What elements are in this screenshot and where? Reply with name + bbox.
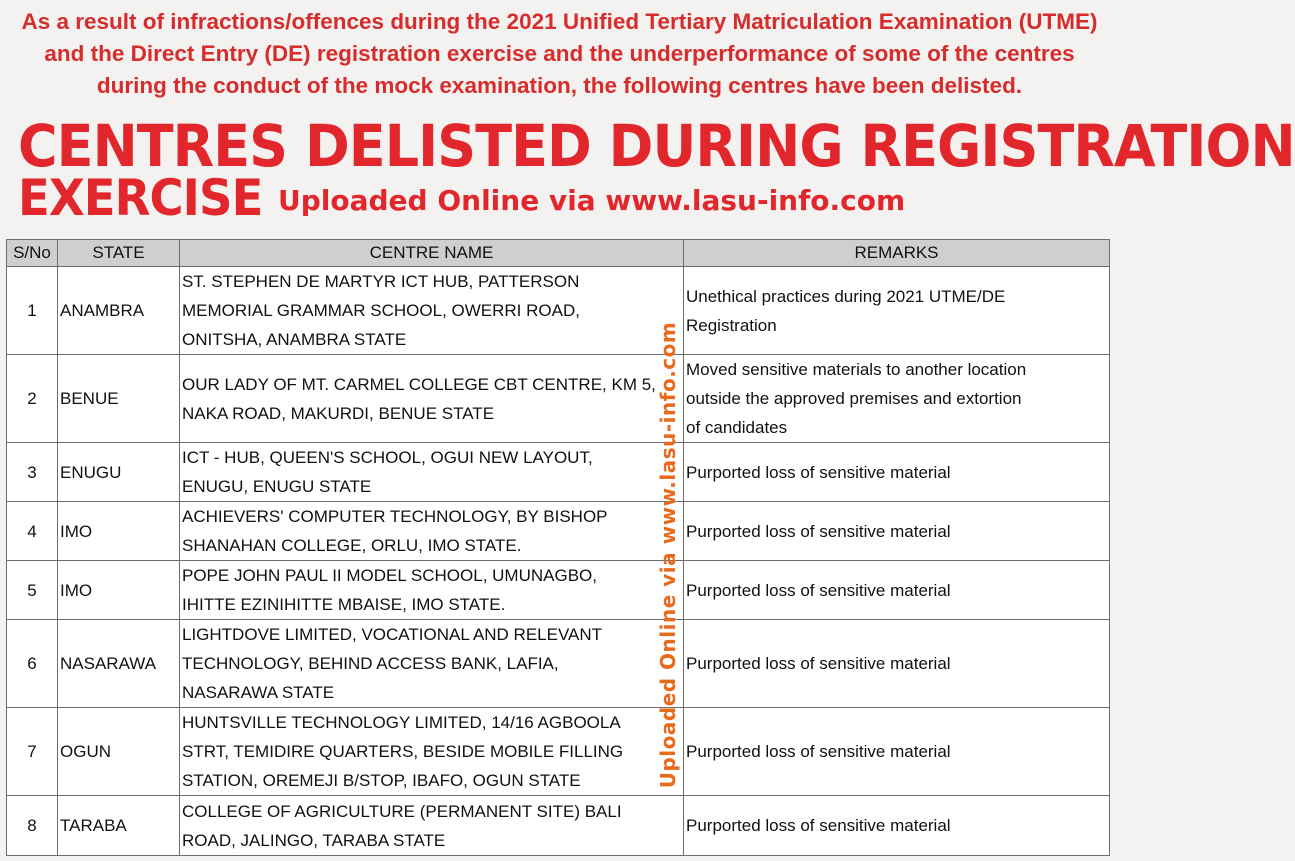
row-sno: 8: [7, 796, 58, 856]
row-remarks: [684, 796, 1110, 856]
row-remarks: [684, 355, 1110, 443]
row-state: IMO: [58, 502, 180, 561]
row-state: NASARAWA: [58, 620, 180, 708]
row-remarks: [684, 267, 1110, 355]
row-remarks: [684, 620, 1110, 708]
row-centre-name: [180, 620, 684, 708]
row-state: OGUN: [58, 708, 180, 796]
watermark-text: Uploaded Online via www.lasu-info.com: [656, 321, 680, 789]
remark-line: Purported loss of sensitive material: [686, 742, 951, 761]
row-sno: 6: [7, 620, 58, 708]
centre-line: NASARAWA STATE: [182, 683, 335, 702]
centre-line: LIGHTDOVE LIMITED, VOCATIONAL AND RELEVANT: [182, 625, 603, 644]
row-state: IMO: [58, 561, 180, 620]
row-state: ENUGU: [58, 443, 180, 502]
centre-line: ICT - HUB, QUEEN'S SCHOOL, OGUI NEW LAYOUT,: [182, 448, 593, 467]
centre-line: OUR LADY OF MT. CARMEL COLLEGE CBT CENTRE, KM 5,: [182, 374, 656, 394]
row-sno: 3: [7, 443, 58, 502]
remark-line: Purported loss of sensitive material: [686, 580, 951, 600]
row-centre-name: [180, 355, 684, 443]
centre-line: MEMORIAL GRAMMAR SCHOOL, OWERRI ROAD,: [182, 301, 580, 320]
row-centre-name: [180, 796, 684, 856]
centre-line: STRT, TEMIDIRE QUARTERS, BESIDE MOBILE FILLING: [182, 742, 624, 761]
row-sno: 5: [7, 561, 58, 620]
table-row: [7, 267, 1110, 355]
table-row: [7, 502, 1110, 561]
row-sno: 2: [7, 355, 58, 443]
table-row: [7, 796, 1110, 856]
row-sno: 4: [7, 502, 58, 561]
centre-line: HUNTSVILLE TECHNOLOGY LIMITED, 14/16 AGBOOLA: [182, 713, 621, 732]
row-centre-name: [180, 561, 684, 620]
intro-paragraph: [0, 6, 1119, 102]
row-state: ANAMBRA: [58, 267, 180, 355]
centre-line: ONITSHA, ANAMBRA STATE: [182, 330, 407, 349]
remark-line: Registration: [686, 315, 777, 335]
centre-line: NAKA ROAD, MAKURDI, BENUE STATE: [182, 403, 495, 423]
page-title-continued: EXERCISE: [18, 169, 263, 227]
centre-line: COLLEGE OF AGRICULTURE (PERMANENT SITE) BALI: [182, 801, 622, 821]
row-centre-name: [180, 443, 684, 502]
remark-line: of candidates: [686, 418, 788, 437]
remark-line: Purported loss of sensitive material: [686, 816, 951, 835]
table-header-row: [7, 240, 1110, 267]
table-row: [7, 561, 1110, 620]
remark-line: Purported loss of sensitive material: [686, 521, 951, 541]
table-row: [7, 443, 1110, 502]
row-state: TARABA: [58, 796, 180, 856]
centre-line: ST. STEPHEN DE MARTYR ICT HUB, PATTERSON: [182, 272, 580, 291]
row-centre-name: [180, 708, 684, 796]
row-remarks: [684, 443, 1110, 502]
centre-line: SHANAHAN COLLEGE, ORLU, IMO STATE.: [182, 536, 522, 555]
column-header-sno: S/No: [7, 240, 58, 267]
table-row: [7, 355, 1110, 443]
delisted-centres-table: [6, 239, 1110, 856]
centre-line: STATION, OREMEJI B/STOP, IBAFO, OGUN STATE: [182, 771, 581, 790]
remark-line: Moved sensitive materials to another location: [686, 360, 1027, 379]
row-sno: 1: [7, 267, 58, 355]
row-sno: 7: [7, 708, 58, 796]
table-row: [7, 708, 1110, 796]
row-centre-name: [180, 502, 684, 561]
row-state: BENUE: [58, 355, 180, 443]
column-header-state: STATE: [58, 240, 180, 267]
centre-line: IHITTE EZINIHITTE MBAISE, IMO STATE.: [182, 595, 506, 614]
centre-line: ENUGU, ENUGU STATE: [182, 477, 372, 496]
row-remarks: [684, 561, 1110, 620]
intro-line: As a result of infractions/offences during the 2021 Unified Tertiary Matriculation Examination (UTME): [21, 9, 1098, 34]
column-header-remarks: REMARKS: [684, 240, 1110, 267]
remark-line: Purported loss of sensitive material: [686, 654, 951, 673]
intro-line: and the Direct Entry (DE) registration exercise and the underperformance of some of the centres: [44, 41, 1075, 66]
centre-line: ACHIEVERS' COMPUTER TECHNOLOGY, BY BISHOP: [182, 507, 608, 526]
intro-line: during the conduct of the mock examination, the following centres have been delisted.: [96, 73, 1023, 98]
remark-line: Unethical practices during 2021 UTME/DE: [686, 286, 1006, 306]
row-remarks: [684, 708, 1110, 796]
table-row: [7, 620, 1110, 708]
page-title: CENTRES DELISTED DURING REGISTRATION: [18, 112, 1295, 180]
row-remarks: [684, 502, 1110, 561]
remark-line: Purported loss of sensitive material: [686, 462, 951, 482]
remark-line: outside the approved premises and extortion: [686, 389, 1022, 408]
centre-line: TECHNOLOGY, BEHIND ACCESS BANK, LAFIA,: [182, 654, 559, 673]
centre-line: ROAD, JALINGO, TARABA STATE: [182, 830, 446, 850]
upload-note: Uploaded Online via www.lasu-info.com: [278, 184, 906, 217]
column-header-centre-name: CENTRE NAME: [180, 240, 684, 267]
row-centre-name: [180, 267, 684, 355]
centre-line: POPE JOHN PAUL II MODEL SCHOOL, UMUNAGBO,: [182, 566, 597, 585]
